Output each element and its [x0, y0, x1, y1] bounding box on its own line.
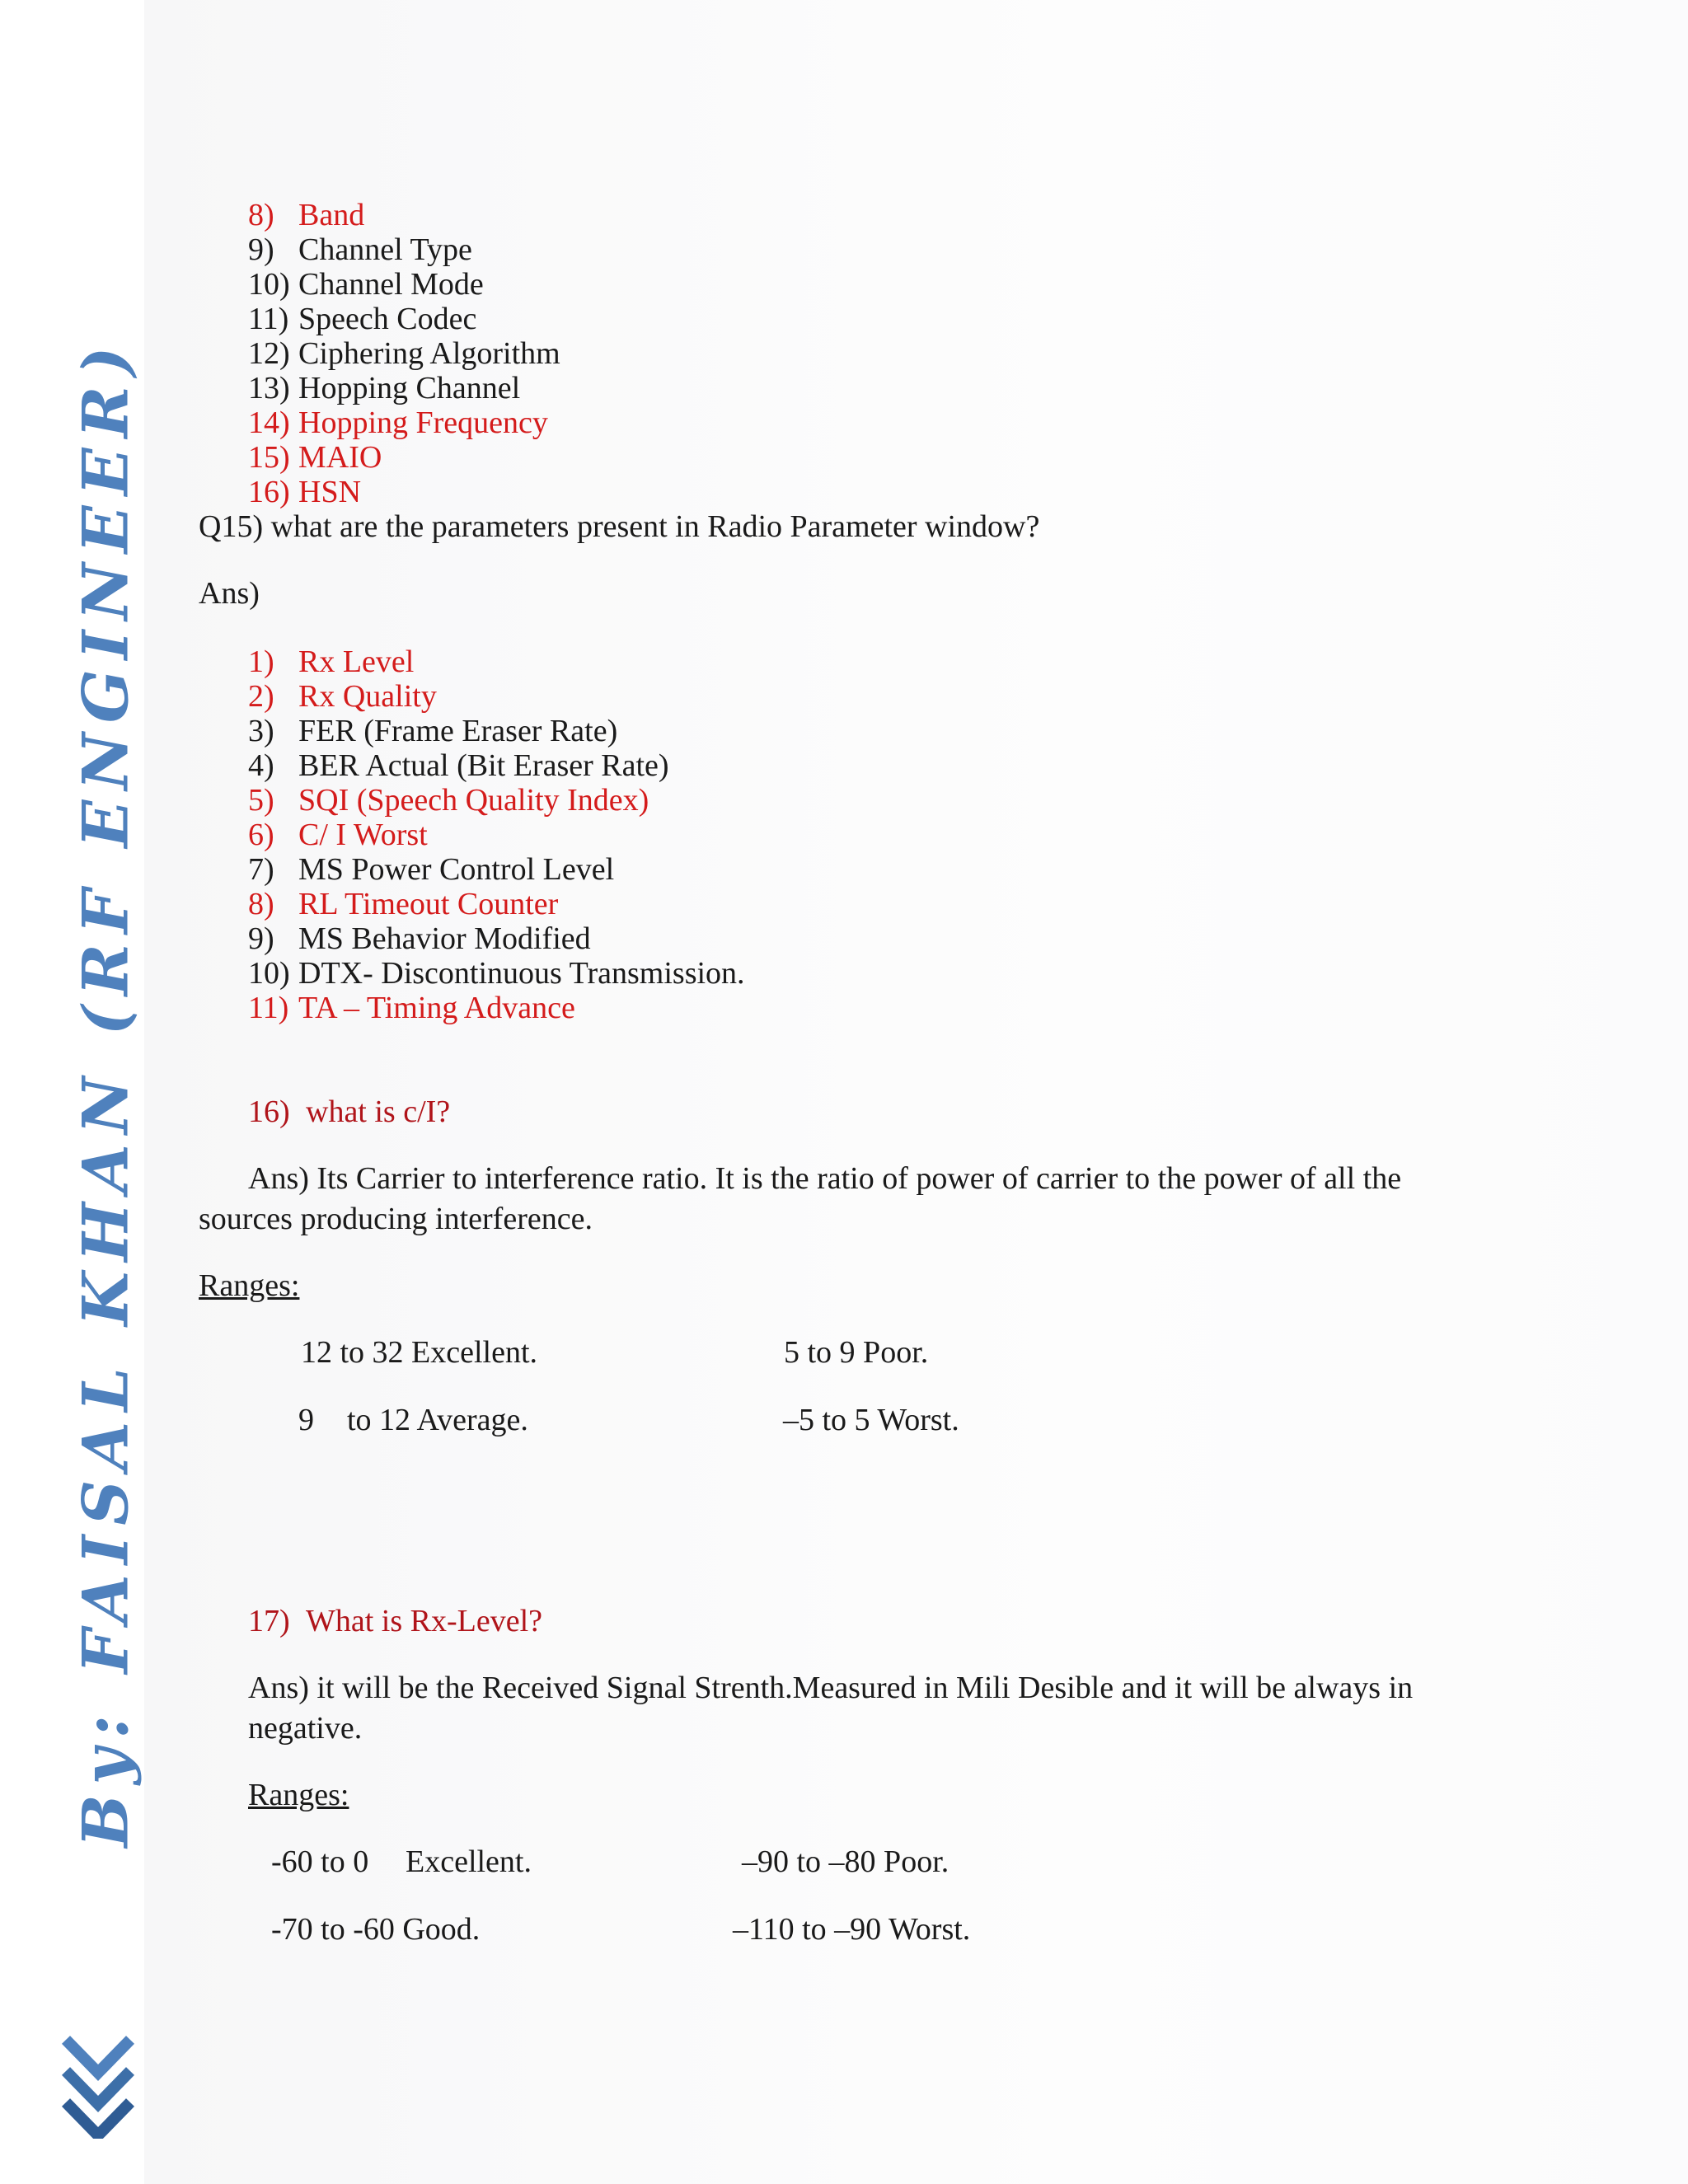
- list-item: 10) DTX- Discontinuous Transmission.: [248, 956, 745, 991]
- list-item: 7) MS Power Control Level: [248, 852, 615, 887]
- range-item: -60 to 0: [271, 1844, 369, 1879]
- list-item: 4) BER Actual (Bit Eraser Rate): [248, 748, 669, 783]
- list-item: 1) Rx Level: [248, 644, 415, 679]
- list-item: 10) Channel Mode: [248, 267, 484, 302]
- list-item: 2) Rx Quality: [248, 679, 437, 714]
- ranges-heading: Ranges:: [248, 1778, 349, 1812]
- list-item: 3) FER (Frame Eraser Rate): [248, 714, 618, 748]
- double-chevron-down-icon: [61, 2032, 135, 2139]
- list-item: 5) SQI (Speech Quality Index): [248, 783, 649, 818]
- range-item: -70 to -60 Good.: [271, 1912, 481, 1947]
- range-item: to 12 Average.: [347, 1403, 528, 1437]
- range-item: 12 to 32 Excellent.: [301, 1335, 538, 1370]
- range-item: 5 to 9 Poor.: [784, 1335, 929, 1370]
- list-item: 8) RL Timeout Counter: [248, 887, 559, 921]
- list-item: 6) C/ I Worst: [248, 818, 428, 852]
- range-item: –110 to –90 Worst.: [733, 1912, 971, 1947]
- list-item: 14) Hopping Frequency: [248, 405, 548, 440]
- list-item: 12) Ciphering Algorithm: [248, 336, 560, 371]
- range-item: –90 to –80 Poor.: [742, 1844, 950, 1879]
- answer-16-line-1: Ans) Its Carrier to interference ratio. It is the ratio of power of carrier to the power of all the: [248, 1161, 1402, 1196]
- list-item: 11) Speech Codec: [248, 302, 477, 336]
- answer-16-line-2: sources producing interference.: [199, 1202, 593, 1236]
- answer-17-line-1: Ans) it will be the Received Signal Strenth.Measured in Mili Desible and it will be always in: [248, 1671, 1414, 1705]
- ranges-heading: Ranges:: [199, 1268, 300, 1303]
- author-sidebar-text: By: FAISAL KHAN (RF ENGINEER): [68, 336, 143, 1848]
- list-item: 11) TA – Timing Advance: [248, 991, 575, 1025]
- question-16: 16) what is c/I?: [248, 1094, 451, 1129]
- list-item: 9) Channel Type: [248, 232, 472, 267]
- list-item: 8) Band: [248, 198, 365, 232]
- range-item: –5 to 5 Worst.: [783, 1403, 959, 1437]
- list-item: 16) HSN: [248, 475, 362, 509]
- question-17: 17) What is Rx-Level?: [248, 1604, 543, 1638]
- answer-label: Ans): [199, 576, 260, 611]
- range-item: 9: [298, 1403, 314, 1437]
- list-item: 13) Hopping Channel: [248, 371, 521, 405]
- answer-17-line-2: negative.: [248, 1711, 363, 1746]
- list-item: 9) MS Behavior Modified: [248, 921, 591, 956]
- list-item: 15) MAIO: [248, 440, 382, 475]
- range-item: Excellent.: [406, 1844, 532, 1879]
- question-15: Q15) what are the parameters present in Radio Parameter window?: [199, 509, 1040, 544]
